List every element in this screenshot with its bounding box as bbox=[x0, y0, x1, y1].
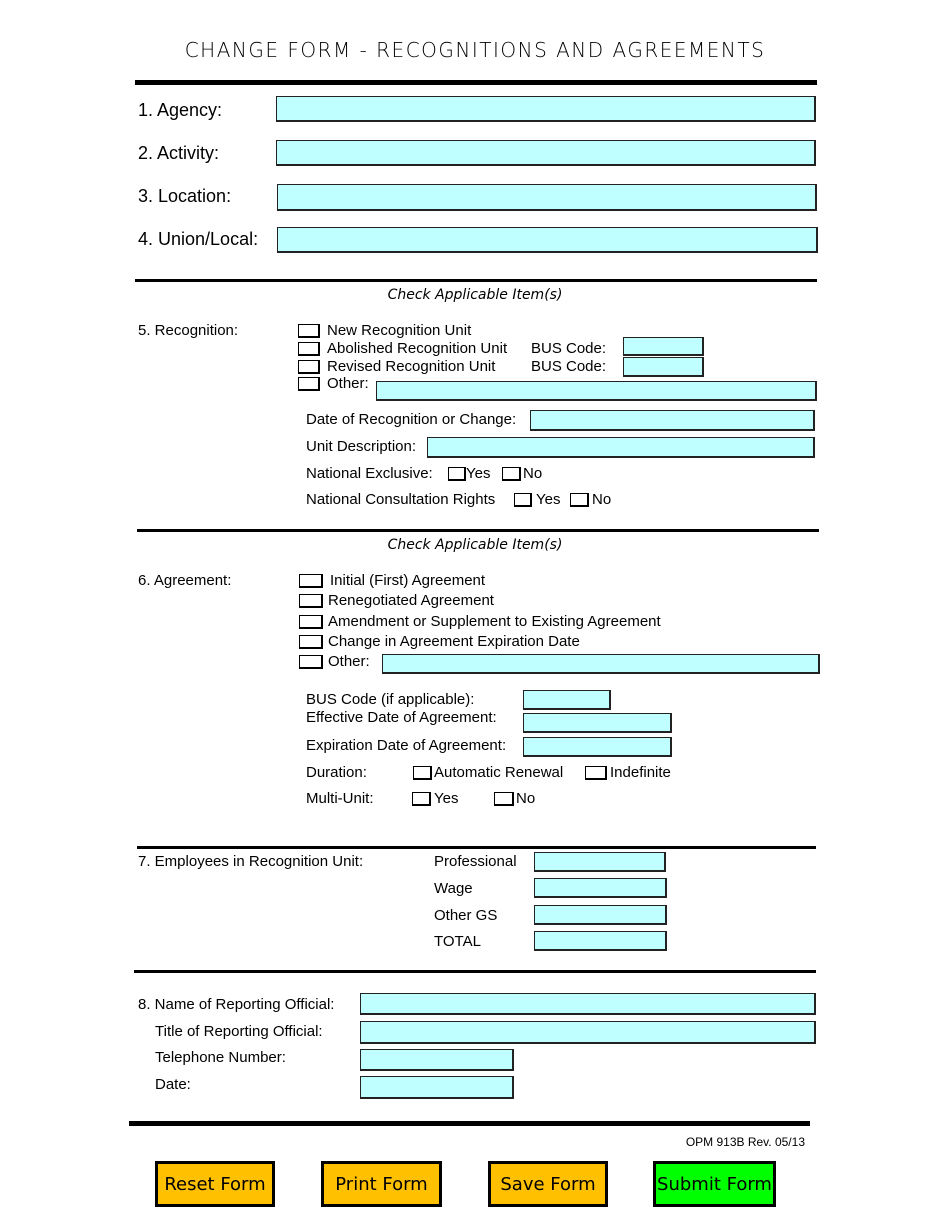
effective-date-input[interactable] bbox=[523, 713, 672, 733]
renegotiated-agreement-checkbox[interactable] bbox=[299, 594, 323, 608]
yes-label: Yes bbox=[434, 790, 459, 807]
location-input[interactable] bbox=[277, 184, 817, 211]
abolished-bus-code-input[interactable] bbox=[623, 337, 704, 356]
professional-label: Professional bbox=[434, 853, 517, 870]
official-title-input[interactable] bbox=[360, 1021, 816, 1044]
official-name-label: 8. Name of Reporting Official: bbox=[138, 996, 335, 1013]
divider bbox=[137, 529, 819, 532]
check-applicable-note: Check Applicable Item(s) bbox=[387, 287, 563, 303]
telephone-label: Telephone Number: bbox=[155, 1049, 286, 1066]
agency-label: 1. Agency: bbox=[138, 100, 223, 120]
save-form-button[interactable]: Save Form bbox=[488, 1161, 608, 1207]
revised-recognition-unit-checkbox[interactable] bbox=[298, 360, 320, 374]
indefinite-label: Indefinite bbox=[610, 764, 671, 781]
check-applicable-note: Check Applicable Item(s) bbox=[387, 537, 563, 553]
new-recognition-unit-checkbox[interactable] bbox=[298, 324, 320, 338]
no-label: No bbox=[516, 790, 536, 807]
duration-label: Duration: bbox=[306, 764, 367, 781]
national-exclusive-no-checkbox[interactable] bbox=[502, 467, 521, 481]
form-title: CHANGE FORM - RECOGNITIONS AND AGREEMENTS bbox=[184, 38, 766, 62]
amendment-checkbox[interactable] bbox=[299, 615, 323, 629]
national-exclusive-label: National Exclusive: bbox=[306, 465, 433, 482]
multi-unit-yes-checkbox[interactable] bbox=[412, 792, 431, 806]
official-title-label: Title of Reporting Official: bbox=[155, 1023, 323, 1040]
recognition-other-checkbox[interactable] bbox=[298, 377, 320, 391]
recognition-other-input[interactable] bbox=[376, 381, 817, 401]
official-name-input[interactable] bbox=[360, 993, 816, 1015]
initial-agreement-label: Initial (First) Agreement bbox=[330, 572, 486, 589]
multi-unit-label: Multi-Unit: bbox=[306, 790, 374, 807]
date-label: Date: bbox=[155, 1076, 191, 1093]
national-exclusive-yes-checkbox[interactable] bbox=[448, 467, 466, 481]
submit-form-button[interactable]: Submit Form bbox=[653, 1161, 776, 1207]
expiration-date-input[interactable] bbox=[523, 737, 672, 757]
expiration-date-label: Expiration Date of Agreement: bbox=[306, 737, 507, 754]
recognition-label: 5. Recognition: bbox=[138, 322, 239, 339]
no-label: No bbox=[523, 465, 543, 482]
other-gs-input[interactable] bbox=[534, 905, 667, 925]
agreement-bus-code-label: BUS Code (if applicable): bbox=[306, 691, 475, 708]
national-consultation-no-checkbox[interactable] bbox=[570, 493, 589, 507]
divider bbox=[137, 846, 816, 849]
amendment-label: Amendment or Supplement to Existing Agreement bbox=[328, 613, 661, 630]
yes-label: Yes bbox=[466, 465, 491, 482]
automatic-renewal-checkbox[interactable] bbox=[413, 766, 432, 780]
initial-agreement-checkbox[interactable] bbox=[299, 574, 323, 588]
recognition-other-label: Other: bbox=[327, 375, 369, 392]
agreement-bus-code-input[interactable] bbox=[523, 690, 611, 710]
agreement-label: 6. Agreement: bbox=[138, 572, 232, 589]
bus-code-label: BUS Code: bbox=[531, 358, 607, 375]
automatic-renewal-label: Automatic Renewal bbox=[434, 764, 564, 781]
change-expiration-label: Change in Agreement Expiration Date bbox=[328, 633, 580, 650]
change-expiration-checkbox[interactable] bbox=[299, 635, 323, 649]
divider bbox=[135, 80, 817, 85]
activity-input[interactable] bbox=[276, 140, 816, 166]
professional-input[interactable] bbox=[534, 852, 666, 872]
abolished-recognition-unit-checkbox[interactable] bbox=[298, 342, 320, 356]
agreement-other-label: Other: bbox=[328, 653, 370, 670]
no-label: No bbox=[592, 491, 612, 508]
union-local-input[interactable] bbox=[277, 227, 818, 253]
abolished-recognition-unit-label: Abolished Recognition Unit bbox=[327, 340, 508, 357]
divider bbox=[134, 970, 816, 973]
renegotiated-agreement-label: Renegotiated Agreement bbox=[328, 592, 494, 609]
location-label: 3. Location: bbox=[138, 186, 232, 206]
effective-date-label: Effective Date of Agreement: bbox=[306, 709, 497, 726]
telephone-input[interactable] bbox=[360, 1049, 514, 1071]
date-of-recognition-input[interactable] bbox=[530, 410, 815, 431]
revised-recognition-unit-label: Revised Recognition Unit bbox=[327, 358, 496, 375]
multi-unit-no-checkbox[interactable] bbox=[494, 792, 514, 806]
other-gs-label: Other GS bbox=[434, 907, 498, 924]
bus-code-label: BUS Code: bbox=[531, 340, 607, 357]
divider bbox=[129, 1121, 810, 1126]
activity-label: 2. Activity: bbox=[138, 143, 220, 163]
new-recognition-unit-label: New Recognition Unit bbox=[327, 322, 472, 339]
unit-description-label: Unit Description: bbox=[306, 438, 417, 455]
date-input[interactable] bbox=[360, 1076, 514, 1099]
form-number: OPM 913B Rev. 05/13 bbox=[685, 1135, 805, 1149]
agency-input[interactable] bbox=[276, 96, 816, 122]
total-input[interactable] bbox=[534, 931, 667, 951]
agreement-other-input[interactable] bbox=[382, 654, 820, 674]
print-form-button[interactable]: Print Form bbox=[321, 1161, 442, 1207]
wage-label: Wage bbox=[434, 880, 473, 897]
indefinite-checkbox[interactable] bbox=[585, 766, 607, 780]
total-label: TOTAL bbox=[434, 933, 481, 950]
reset-form-button[interactable]: Reset Form bbox=[155, 1161, 275, 1207]
employees-label: 7. Employees in Recognition Unit: bbox=[138, 853, 364, 870]
date-of-recognition-label: Date of Recognition or Change: bbox=[306, 411, 517, 428]
national-consultation-label: National Consultation Rights bbox=[306, 491, 496, 508]
revised-bus-code-input[interactable] bbox=[623, 357, 704, 377]
union-local-label: 4. Union/Local: bbox=[138, 229, 259, 249]
wage-input[interactable] bbox=[534, 878, 667, 898]
yes-label: Yes bbox=[536, 491, 561, 508]
divider bbox=[135, 279, 817, 282]
national-consultation-yes-checkbox[interactable] bbox=[514, 493, 532, 507]
agreement-other-checkbox[interactable] bbox=[299, 655, 323, 669]
unit-description-input[interactable] bbox=[427, 437, 815, 458]
